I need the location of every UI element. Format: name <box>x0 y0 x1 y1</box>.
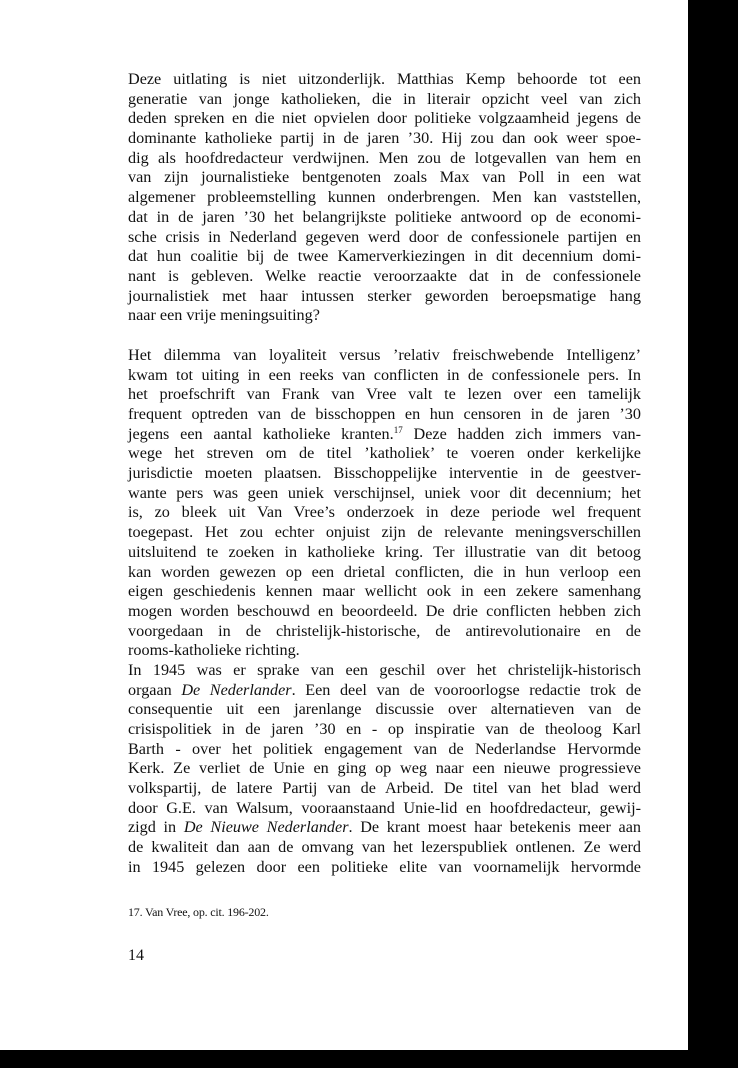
body-text <box>128 70 641 878</box>
text-line: algemener probleemstelling kunnen onderbrengen. Men kan vaststellen, <box>128 188 641 207</box>
text-segment: zigd in <box>128 818 184 837</box>
text-segment: . Een deel van de vooroorlogse redactie trok de <box>291 680 642 699</box>
footnote-reference[interactable]: 17 <box>393 424 403 435</box>
paragraph-2 <box>128 346 641 661</box>
text-line: crisispolitiek in de jaren ’30 en - op inspiratie van de theoloog Karl <box>128 720 641 738</box>
text-line: dat in de jaren ’30 het belangrijkste politieke antwoord op de economi- <box>128 207 641 226</box>
text-segment: jegens een aantal katholieke kranten. <box>128 424 394 443</box>
text-line: nant is gebleven. Welke reactie veroorzaakte dat in de confessionele <box>128 266 641 285</box>
text-line: wante pers was geen uniek verschijnsel, uniek voor dit decennium; het <box>128 483 641 502</box>
text-line: rooms-katholieke richting. <box>128 641 300 660</box>
text-line-with-title <box>128 681 641 701</box>
text-line: In 1945 was er sprake van een geschil over het christelijk-historisch <box>128 660 641 679</box>
newspaper-title: De Nieuwe Nederlander <box>183 818 349 837</box>
text-line: journalistiek met haar intussen sterker geworden beroepsmatige hang <box>128 286 641 305</box>
paragraph-gap <box>128 326 641 346</box>
text-line-with-note <box>128 425 641 445</box>
text-line: Barth - over het politiek engagement van de Nederlandse Hervormde <box>128 739 641 758</box>
text-line: kwam tot uiting in een reeks van conflicten in de confessionele pers. In <box>128 365 641 384</box>
text-line: volkspartij, de latere Partij van de Arbeid. De titel van het blad werd <box>128 779 641 798</box>
text-line: mogen worden beschouwd en beoordeeld. De drie conflicten hebben zich <box>128 601 641 620</box>
paragraph-3 <box>128 661 641 878</box>
text-line: toegepast. Het zou echter onjuist zijn de relevante meningsverschillen <box>128 523 641 542</box>
text-segment: . De krant moest haar betekenis meer aan <box>348 818 641 837</box>
text-segment: orgaan <box>128 680 182 699</box>
text-line: consequentie uit een jarenlange discussie over alternatieven van de <box>128 700 641 719</box>
page-number: 14 <box>128 947 144 964</box>
text-line: van zijn journalistieke bentgenoten zoals Max van Poll in een wat <box>128 168 641 187</box>
text-line: dominante katholieke partij in de jaren ’30. Hij zou dan ook weer spoe- <box>128 129 641 148</box>
text-line: dat hun coalitie bij de twee Kamerverkiezingen in dit decennium domi- <box>128 247 641 266</box>
text-line: het proefschrift van Frank van Vree valt te lezen over een tamelijk <box>128 385 641 404</box>
scan-edge-bottom <box>0 1050 738 1068</box>
text-line: eigen geschiedenis kennen maar wellicht ook in een zekere samenhang <box>128 582 641 601</box>
text-line: dig als hoofdredacteur verdwijnen. Men zou de lotgevallen van hem en <box>128 148 641 167</box>
text-line: door G.E. van Walsum, vooraanstaand Unie-lid en hoofdredacteur, gewij- <box>128 798 641 817</box>
footnote: 17. Van Vree, op. cit. 196-202. <box>128 905 269 919</box>
text-line: de kwaliteit dan aan de omvang van het lezerspubliek ontlenen. Ze werd <box>128 838 641 857</box>
scan-edge-right <box>688 0 738 1068</box>
text-line: jurisdictie moeten plaatsen. Bisschoppelijke interventie in de geestver- <box>128 464 641 483</box>
text-line: kan worden gewezen op een drietal conflicten, die in hun verloop een <box>128 562 641 581</box>
text-line: frequent optreden van de bisschoppen en hun censoren in de jaren ’30 <box>128 405 641 423</box>
text-line: is, zo bleek uit Van Vree’s onderzoek in deze periode wel frequent <box>128 503 641 522</box>
paragraph-1 <box>128 70 641 326</box>
text-line: deden spreken en die niet opvielen door politieke volgzaamheid jegens de <box>128 109 641 128</box>
text-line: sche crisis in Nederland gegeven werd door de confessionele partijen en <box>128 227 641 246</box>
text-line: Kerk. Ze verliet de Unie en ging op weg naar een nieuwe progressieve <box>128 759 641 778</box>
text-line: Het dilemma van loyaliteit versus ’relativ freischwebende Intelligenz’ <box>128 345 641 364</box>
newspaper-title: De Nederlander <box>181 680 292 699</box>
text-line: voorgedaan in de christelijk-historische, de antirevolutionaire en de <box>128 621 641 640</box>
text-segment: Deze hadden zich immers van- <box>402 424 641 443</box>
text-line: Deze uitlating is niet uitzonderlijk. Matthias Kemp behoorde tot een <box>128 70 641 88</box>
text-line: wege het streven om de titel ’katholiek’ te voeren onder kerkelijke <box>128 444 641 463</box>
text-line: generatie van jonge katholieken, die in literair opzicht veel van zich <box>128 89 641 108</box>
text-line-with-title <box>128 818 641 838</box>
text-line: naar een vrije meningsuiting? <box>128 306 320 325</box>
text-line: uitsluitend te zoeken in katholieke kring. Ter illustratie van dit betoog <box>128 542 641 561</box>
text-line: in 1945 gelezen door een politieke elite van voornamelijk hervormde <box>128 857 641 876</box>
